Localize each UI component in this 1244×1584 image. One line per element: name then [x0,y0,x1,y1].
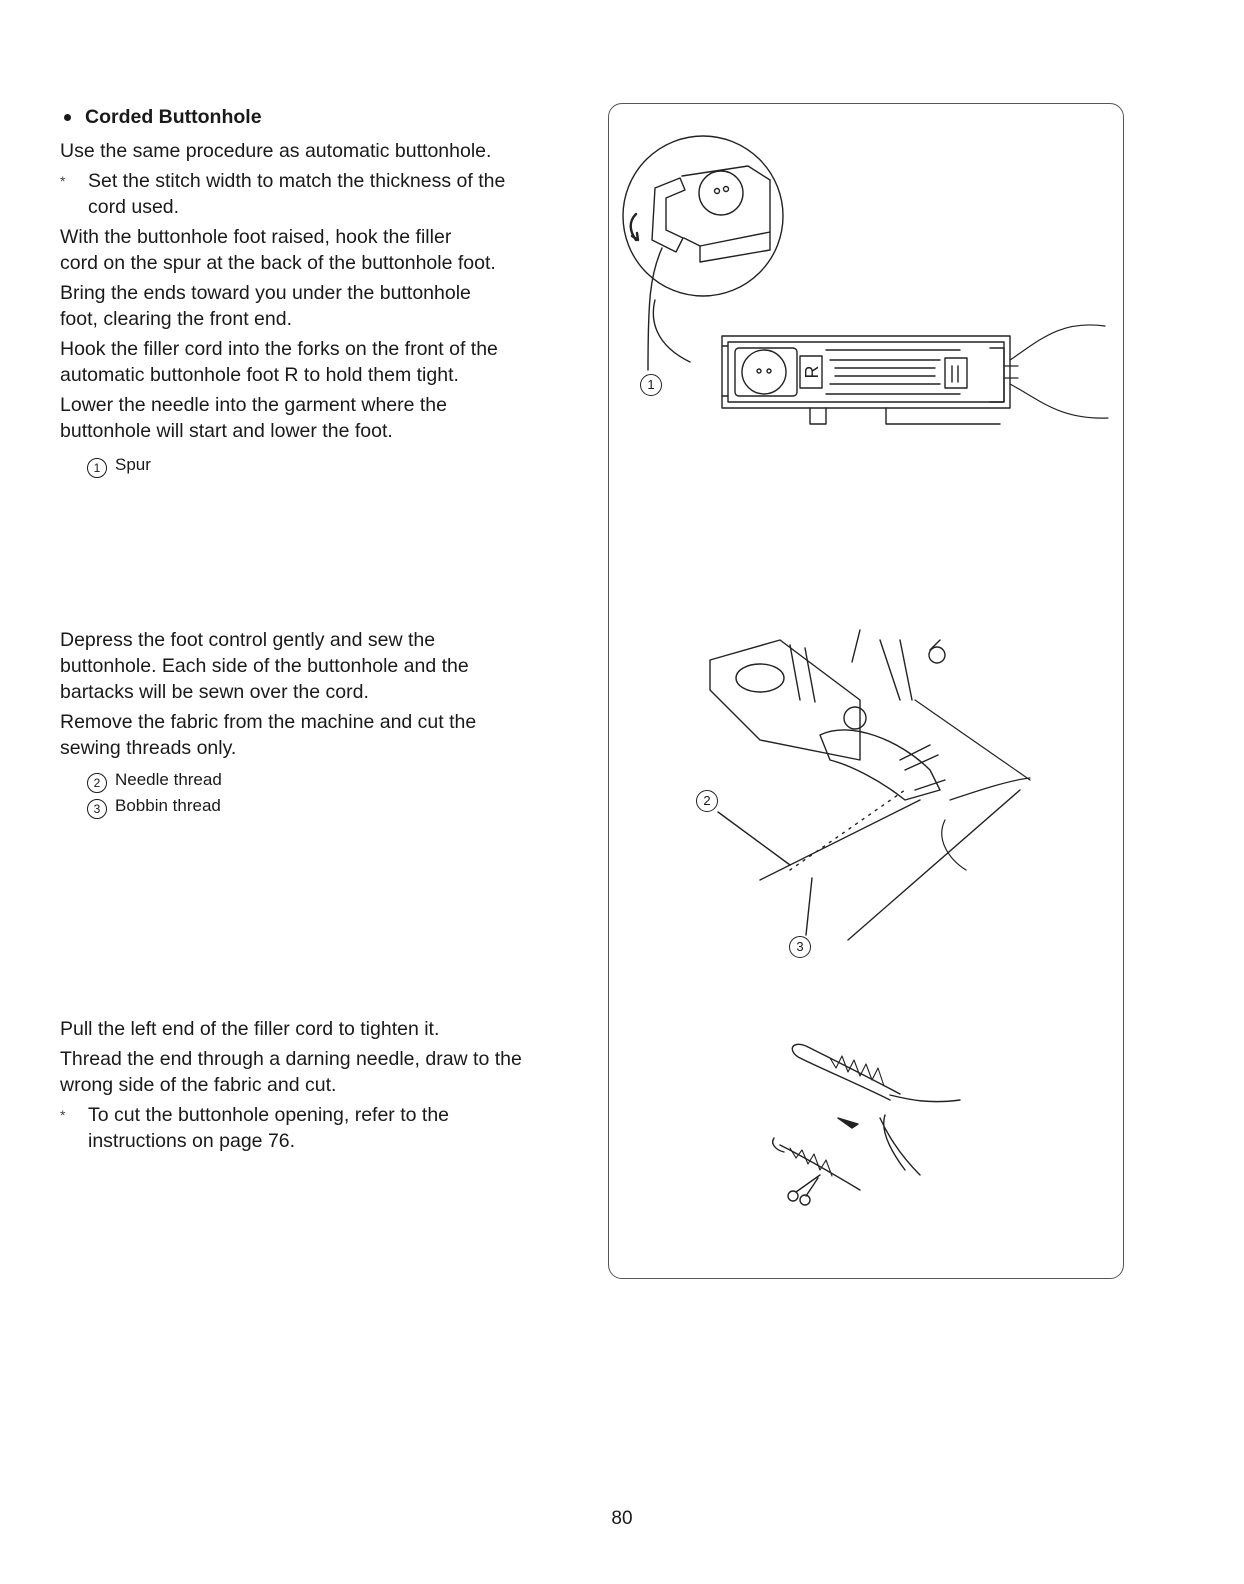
foot-frame [710,640,860,760]
text: buttonhole. Each side of the buttonhole and the [60,655,469,677]
asterisk-icon: * [60,1107,66,1123]
cord-loop [792,1044,900,1100]
legend-text: Needle thread [115,770,222,789]
text: Lower the needle into the garment where the [60,394,448,416]
callout-2: 2 [696,790,718,812]
callout-leader-1 [648,248,662,370]
asterisk-icon: * [60,173,66,189]
filler-cord-upper [1010,325,1105,360]
text: With the buttonhole foot raised, hook the filler [60,226,452,248]
hook-arrow-icon [631,214,638,240]
foot-screw [844,707,866,729]
button-holder [735,348,797,396]
text: instructions on page 76. [88,1130,296,1152]
foot-letter: R [802,365,822,379]
callout-leader-3 [806,878,812,935]
arrow-icon [838,1118,858,1128]
needle-thread-line [915,700,1030,780]
text: automatic buttonhole foot R to hold them tight. [60,364,459,386]
filler-cord-lower [1010,384,1108,418]
text: bartacks will be sewn over the cord. [60,681,369,703]
callout-leader-2 [718,812,790,865]
page-number: 80 [611,1508,633,1529]
needle-bar [790,645,815,702]
buttonhole-foot-top-view [623,136,1108,424]
machine-shank [852,630,940,700]
stitch-line [790,790,905,870]
text: Set the stitch width to match the thickness of the [88,170,506,192]
zoom-detail-circle [623,136,783,296]
spur-detail [652,178,685,252]
hand [880,1095,960,1175]
text: cord used. [88,196,180,218]
button-detail [699,171,743,215]
foot-detail [682,166,770,246]
fabric-edges [760,790,1020,940]
callout-1: 1 [640,374,662,396]
heading-text: Corded Buttonhole [85,106,262,128]
cord-finishing-view [773,1044,960,1205]
text: Bring the ends toward you under the buttonhole [60,282,471,304]
text: wrong side of the fabric and cut. [60,1074,337,1096]
callout-3: 3 [789,936,811,958]
thumb-screw [929,647,945,663]
zoom-leader-line [653,300,690,362]
text: foot, clearing the front end. [60,308,292,330]
text: cord on the spur at the back of the buttonhole foot. [60,252,496,274]
legend-text: Spur [115,455,151,474]
text: Remove the fabric from the machine and cut the [60,711,477,733]
text: Thread the end through a darning needle, draw to the [60,1048,522,1070]
text: Hook the filler cord into the forks on the front of the [60,338,498,360]
callout-number: 1 [87,458,107,478]
text: sewing threads only. [60,737,237,759]
text: buttonhole will start and lower the foot. [60,420,393,442]
text: Depress the foot control gently and sew the [60,629,436,651]
slider-block [945,358,967,388]
text: Pull the left end of the filler cord to tighten it. [60,1018,440,1040]
callout-number: 2 [87,773,107,793]
cord-needle [773,1138,860,1190]
sewing-buttonhole-view [710,630,1030,940]
text: Use the same procedure as automatic buttonhole. [60,140,492,162]
button-holder-2 [736,664,784,692]
presser-foot-toe [820,730,940,800]
cord-ends [942,778,1030,870]
text: To cut the buttonhole opening, refer to the [88,1104,450,1126]
callout-number: 3 [87,799,107,819]
legend-text: Bobbin thread [115,796,221,815]
